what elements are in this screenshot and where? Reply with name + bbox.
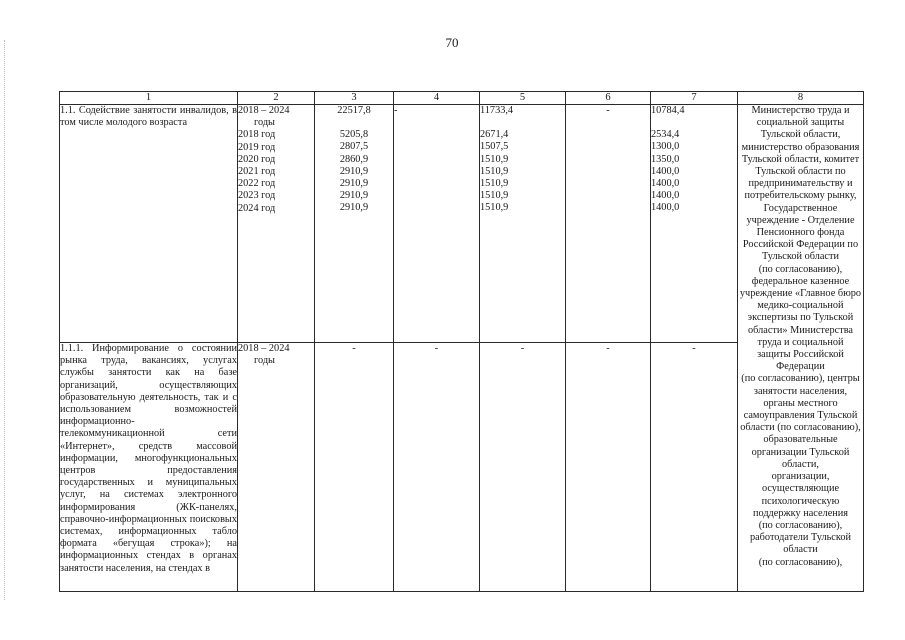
executor-line: (по согласованию), [758, 519, 843, 531]
period-line: 2023 год [238, 190, 276, 202]
executor-line: психологическую [761, 495, 840, 507]
value: 1510,9 [480, 165, 509, 177]
value: 22517,8 [337, 105, 371, 116]
header-cell: 1 [60, 92, 238, 105]
value: 2807,5 [339, 141, 369, 153]
header-cell: 3 [315, 92, 394, 105]
executor-line: социальной защиты [756, 117, 845, 129]
executor-line: медико-социальной [757, 300, 844, 312]
measure-description: 1.1.1. Информирование о состоянии рынка труда, вакансиях, услугах службы занятости как на базе организаций, осуществляющих образовательную деятельность, так и с использованием возможностей информационно-телекоммуникационной сети «Интернет», средств массовой информации, многофункциональных центров предоставления государственных и муниципальных услуг, на системах электронного информирования (ЖК-панелях, справочно-информационных поисковых системах, информационных табло формата «бегущая строка»); на информационных стендах в органах занятости населения, на стендах в [60, 343, 238, 592]
header-cell: 6 [566, 92, 651, 105]
period-line: годы [254, 117, 275, 129]
executor-line: Федерации [776, 361, 825, 373]
header-cell: 2 [238, 92, 315, 105]
executor-line: Министерство труда и [751, 105, 850, 116]
value: 5205,8 [339, 129, 369, 141]
period-line: 2018 год [238, 129, 276, 141]
total-funding-cell: - [315, 343, 394, 592]
executor-line: организации, [771, 471, 830, 483]
executor-line: работодатели Тульской [749, 532, 852, 544]
value: 1510,9 [480, 178, 509, 190]
value: 2910,9 [339, 165, 369, 177]
period-line: 2022 год [238, 178, 276, 190]
col4-cell: - [394, 105, 480, 343]
period-line: 2018 – 2024 [238, 343, 290, 354]
period-cell [238, 105, 315, 343]
executor-line: федеральное казенное [751, 275, 850, 287]
executor-line: экспертизы по Тульской [747, 312, 854, 324]
executor-line: области [783, 544, 818, 556]
value: 1507,5 [480, 141, 509, 153]
value: 1510,9 [480, 202, 509, 214]
executor-line: учреждение «Главное бюро [739, 288, 862, 300]
col5-cell [480, 105, 566, 343]
executor-line: Тульской области [761, 251, 839, 263]
program-table [59, 91, 864, 592]
executor-line: осуществляющие [761, 483, 840, 495]
col7-cell [651, 105, 738, 343]
value: 2910,9 [339, 190, 369, 202]
period-line: 2018 – 2024 [238, 105, 290, 116]
header-cell: 5 [480, 92, 566, 105]
executor-line: поддержку населения [752, 507, 849, 519]
value: 1400,0 [651, 165, 680, 177]
executor-line: (по согласованию), центры [741, 373, 860, 385]
executors-cell [738, 105, 864, 592]
period-cell [238, 343, 315, 592]
value: 2910,9 [339, 202, 369, 214]
header-cell: 8 [738, 92, 864, 105]
col5-cell: - [480, 343, 566, 592]
executor-line: Пенсионного фонда [756, 227, 845, 239]
executor-line: министерство образования [741, 141, 860, 153]
table-row [60, 105, 864, 343]
executor-line: защиты Российской [757, 349, 844, 361]
executor-line: труда и социальной [757, 336, 844, 348]
executor-line: учреждение - Отделение [746, 214, 855, 226]
value: 2534,4 [651, 129, 680, 141]
scan-edge-marks [4, 40, 7, 600]
measure-description: 1.1. Содействие занятости инвалидов, в том числе молодого возраста [60, 105, 238, 343]
value: 1400,0 [651, 190, 680, 202]
executor-line: потребительскому рынку, [744, 190, 857, 202]
executor-line: (по согласованию), [758, 556, 843, 568]
value: 2671,4 [480, 129, 509, 141]
executor-line: (по согласованию), [758, 263, 843, 275]
header-cell: 7 [651, 92, 738, 105]
value: 1400,0 [651, 178, 680, 190]
value: 1350,0 [651, 153, 680, 165]
page-number: 70 [445, 35, 459, 50]
col6-cell: - [566, 343, 651, 592]
period-line: 2021 год [238, 166, 276, 178]
value: 2910,9 [339, 178, 369, 190]
period-line: годы [254, 355, 275, 367]
value: 1400,0 [651, 202, 680, 214]
value: 1300,0 [651, 141, 680, 153]
executor-line: самоуправления Тульской [743, 410, 858, 422]
value: 10784,4 [651, 105, 685, 116]
executor-line: области, [782, 458, 819, 470]
executor-line: Тульской области, комитет [741, 153, 860, 165]
executor-line: Российской Федерации по [742, 239, 859, 251]
executor-line: области» Министерства [748, 324, 853, 336]
executor-line: органы местного [763, 397, 838, 409]
col7-cell: - [651, 343, 738, 592]
col4-cell: - [394, 343, 480, 592]
executor-line: области (по согласованию), [740, 422, 861, 434]
executor-line: занятости населения, [753, 385, 848, 397]
header-cell: 4 [394, 92, 480, 105]
col6-cell: - [566, 105, 651, 343]
total-funding-cell [315, 105, 394, 343]
executor-line: предпринимательству и [748, 178, 853, 190]
executor-line: образовательные [763, 434, 838, 446]
period-line: 2020 год [238, 153, 276, 165]
period-line: 2019 год [238, 141, 276, 153]
executor-line: организации Тульской [751, 446, 850, 458]
value: 1510,9 [480, 153, 509, 165]
value: 1510,9 [480, 190, 509, 202]
period-line: 2024 год [238, 202, 276, 214]
header-row [60, 92, 864, 105]
value: 11733,4 [480, 105, 514, 116]
executor-line: Государственное [763, 202, 838, 214]
executor-line: Тульской области по [755, 166, 846, 178]
value: 2860,9 [339, 153, 369, 165]
executor-line: Тульской области, [760, 129, 841, 141]
